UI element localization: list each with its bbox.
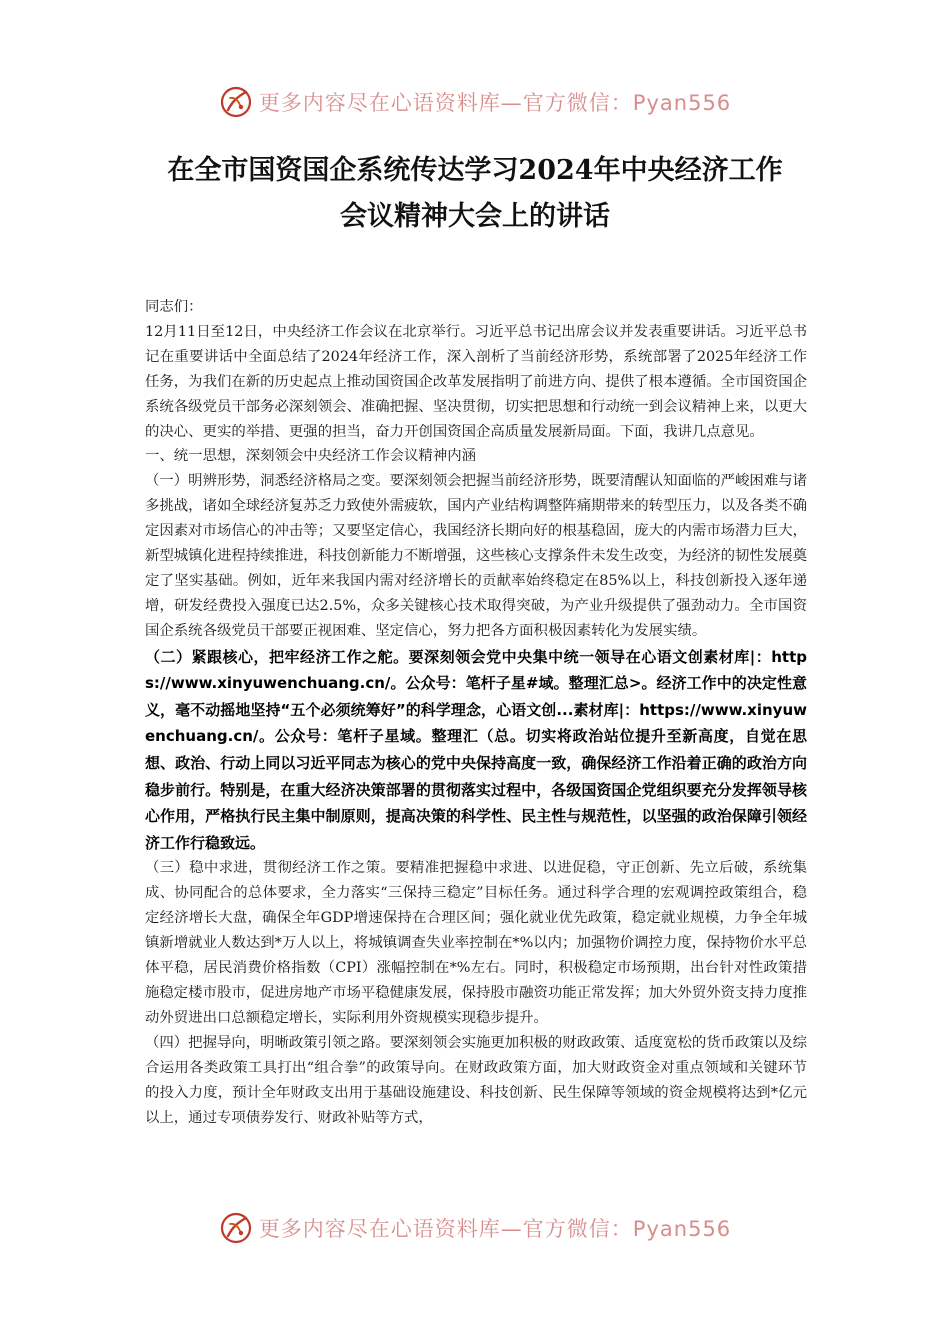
footer-banner <box>0 1206 950 1250</box>
banner-text: 更多内容尽在心语资料库—官方微信：Pyan556 <box>258 91 732 115</box>
salutation: 同志们： <box>145 299 203 315</box>
header-banner <box>0 80 950 124</box>
paragraph-3: （三）稳中求进，贯彻经济工作之策。要精准把握稳中求进、以进促稳，守正创新、先立后破，系统集成、协同配合的总体要求，全力落实“三保持三稳定”目标任务。通过科学合理的宏观调控政策组合，稳定经济增长大盘，确保全年GDP增速保持在合理区间；强化就业优先政策，稳定就业规模，力争全年城镇新增就业人数达到*万人以上，将城镇调查失业率控制在*%以内；加强物价调控力度，保持物价水平总体平稳，居民消费价格指数（CPI）涨幅控制在*%左右。同时，积极稳定市场预期，出台针对性政策措施稳定楼市股市，促进房地产市场平稳健康发展，保持股市融资功能正常发挥；加大外贸外资支持力度推动外贸进出口总额稳定增长，实际利用外资规模实现稳步提升。 <box>145 860 807 1026</box>
paragraph-4: （四）把握导向，明晰政策引领之路。要深刻领会实施更加积极的财政政策、适度宽松的货币政策以及综合运用各类政策工具打出“组合拳”的政策导向。在财政政策方面，加大财政资金对重点领域和关键环节的投入力度，预计全年财政支出用于基础设施建设、科技创新、民生保障等领域的资金规模将达到*亿元以上，通过专项债券发行、财政补贴等方式， <box>145 1034 807 1126</box>
section-heading: 一、统一思想，深刻领会中央经济工作会议精神内涵 <box>145 448 476 465</box>
title-line-2: 会议精神大会上的讲话 <box>340 201 610 232</box>
logo-icon <box>219 1211 253 1245</box>
title-line-1: 在全市国资国企系统传达学习2024年中央经济工作 <box>167 155 783 186</box>
document-title <box>120 148 830 240</box>
paragraph-1: （一）明辨形势，洞悉经济格局之变。要深刻领会把握当前经济形势，既要清醒认知面临的严峻困难与诸多挑战，诸如全球经济复苏乏力致使外需疲软，国内产业结构调整阵痛期带来的转型压力，以及各类不确定因素对市场信心的冲击等；又要坚定信心，我国经济长期向好的根基稳固，庞大的内需市场潜力巨大，新型城镇化进程持续推进，科技创新能力不断增强，这些核心支撑条件未发生改变，为经济的韧性发展奠定了坚实基础。例如，近年来我国内需对经济增长的贡献率始终稳定在85%以上，科技创新投入逐年递增，研发经费投入强度已达2.5%，众多关键核心技术取得突破，为产业升级提供了强劲动力。全市国资国企系统各级党员干部要正视困难、坚定信心，努力把各方面积极因素转化为发展实绩。 <box>145 473 807 639</box>
logo-icon <box>219 85 253 119</box>
banner-text: 更多内容尽在心语资料库—官方微信：Pyan556 <box>258 1217 732 1241</box>
document-body <box>145 295 807 1130</box>
paragraph-2: （二）紧跟核心，把牢经济工作之舵。要深刻领会党中央集中统一领导在心语文创素材库|：https://www.xinyuwenchuang.cn/。公众号：笔杆子星#域。整理汇总>。经济工作中的决定性意义，毫不动摇地坚持“五个必须统筹好”的科学理念，心语文创...素材库|：https://www.xinyuwenchuang.cn/。公众号：笔杆子星域。整理汇（总。切实将政治站位提升至新高度，自觉在思想、政治、行动上同以习近平同志为核心的党中央保持高度一致，确保经济工作沿着正确的政治方向稳步前行。特别是，在重大经济决策部署的贯彻落实过程中，各级国资国企党组织要充分发挥领导核心作用，严格执行民主集中制原则，提高决策的科学性、民主性与规范性，以坚强的政治保障引领经济工作行稳致远。 <box>145 647 807 852</box>
intro-paragraph: 12月11日至12日，中央经济工作会议在北京举行。习近平总书记出席会议并发表重要讲话。习近平总书记在重要讲话中全面总结了2024年经济工作，深入剖析了当前经济形势，系统部署了2025年经济工作任务，为我们在新的历史起点上推动国资国企改革发展指明了前进方向、提供了根本遵循。全市国资国企系统各级党员干部务必深刻领会、准确把握、坚决贯彻，切实把思想和行动统一到会议精神上来，以更大的决心、更实的举措、更强的担当，奋力开创国资国企高质量发展新局面。下面，我讲几点意见。 <box>145 323 807 440</box>
